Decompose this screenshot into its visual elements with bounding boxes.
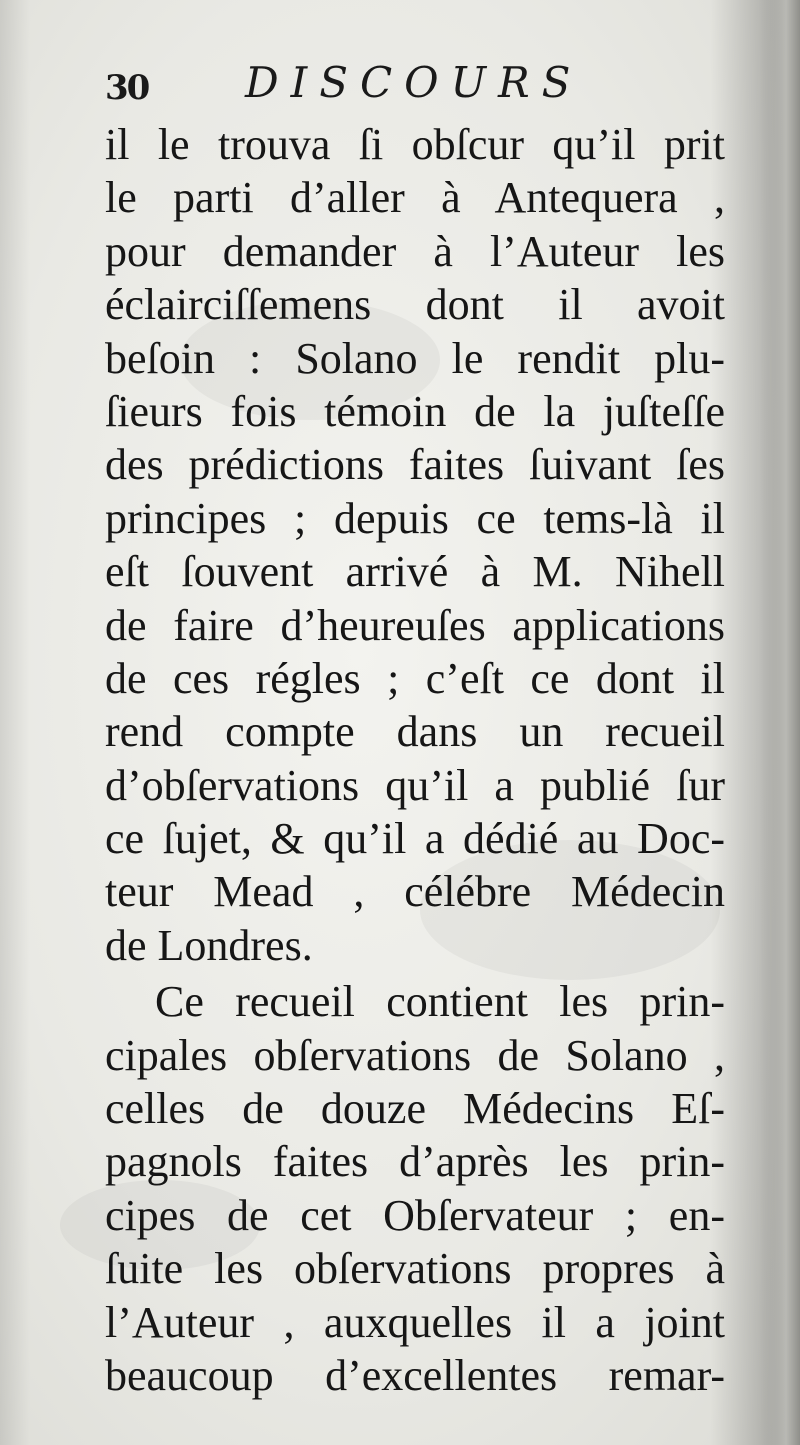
text-line: de faire d’heureuſes applications [105,600,725,650]
text-line: principes ; depuis ce tems-là il [105,493,725,543]
text-line: Ce recueil contient les prin- [155,977,725,1027]
text-line: des prédictions faites ſuivant ſes [105,440,725,490]
text-line: rend compte dans un recueil [105,707,725,757]
text-line: ſuite les obſervations propres à [105,1244,725,1294]
text-line: pour demander à l’Auteur les [105,226,725,276]
page-edge-shadow [760,0,800,1445]
text-line: eſt ſouvent arrivé à M. Nihell [105,547,725,597]
paragraph-2 [105,975,725,1402]
text-line: cipes de cet Obſervateur ; en- [105,1190,725,1240]
text-line: il le trouva ſi obſcur qu’il prit [105,120,725,169]
text-line: de ces régles ; c’eſt ce dont il [105,653,725,703]
text-line: beaucoup d’excellentes remar- [105,1350,725,1400]
text-line: l’Auteur , auxquelles il a joint [105,1297,725,1347]
text-line: beſoin : Solano le rendit plu- [105,333,725,383]
page-number: 30 [105,68,149,108]
text-line: ſieurs fois témoin de la juſteſſe [105,386,725,436]
paragraph-1 [105,118,725,972]
text-line: de Londres. [105,920,313,970]
text-line: celles de douze Médecins Eſ- [105,1084,725,1134]
text-line: d’obſervations qu’il a publié ſur [105,760,725,810]
text-line: pagnols faites d’après les prin- [105,1137,725,1187]
page-header [105,58,725,118]
text-line: éclairciſſemens dont il avoit [105,280,725,330]
running-head: DISCOURS [245,58,583,107]
body-text [105,118,725,1402]
text-line: cipales obſervations de Solano , [105,1030,725,1080]
text-line: ce ſujet, & qu’il a dédié au Doc- [105,814,725,864]
text-line: teur Mead , célébre Médecin [105,867,725,917]
text-line: le parti d’aller à Antequera , [105,173,725,223]
